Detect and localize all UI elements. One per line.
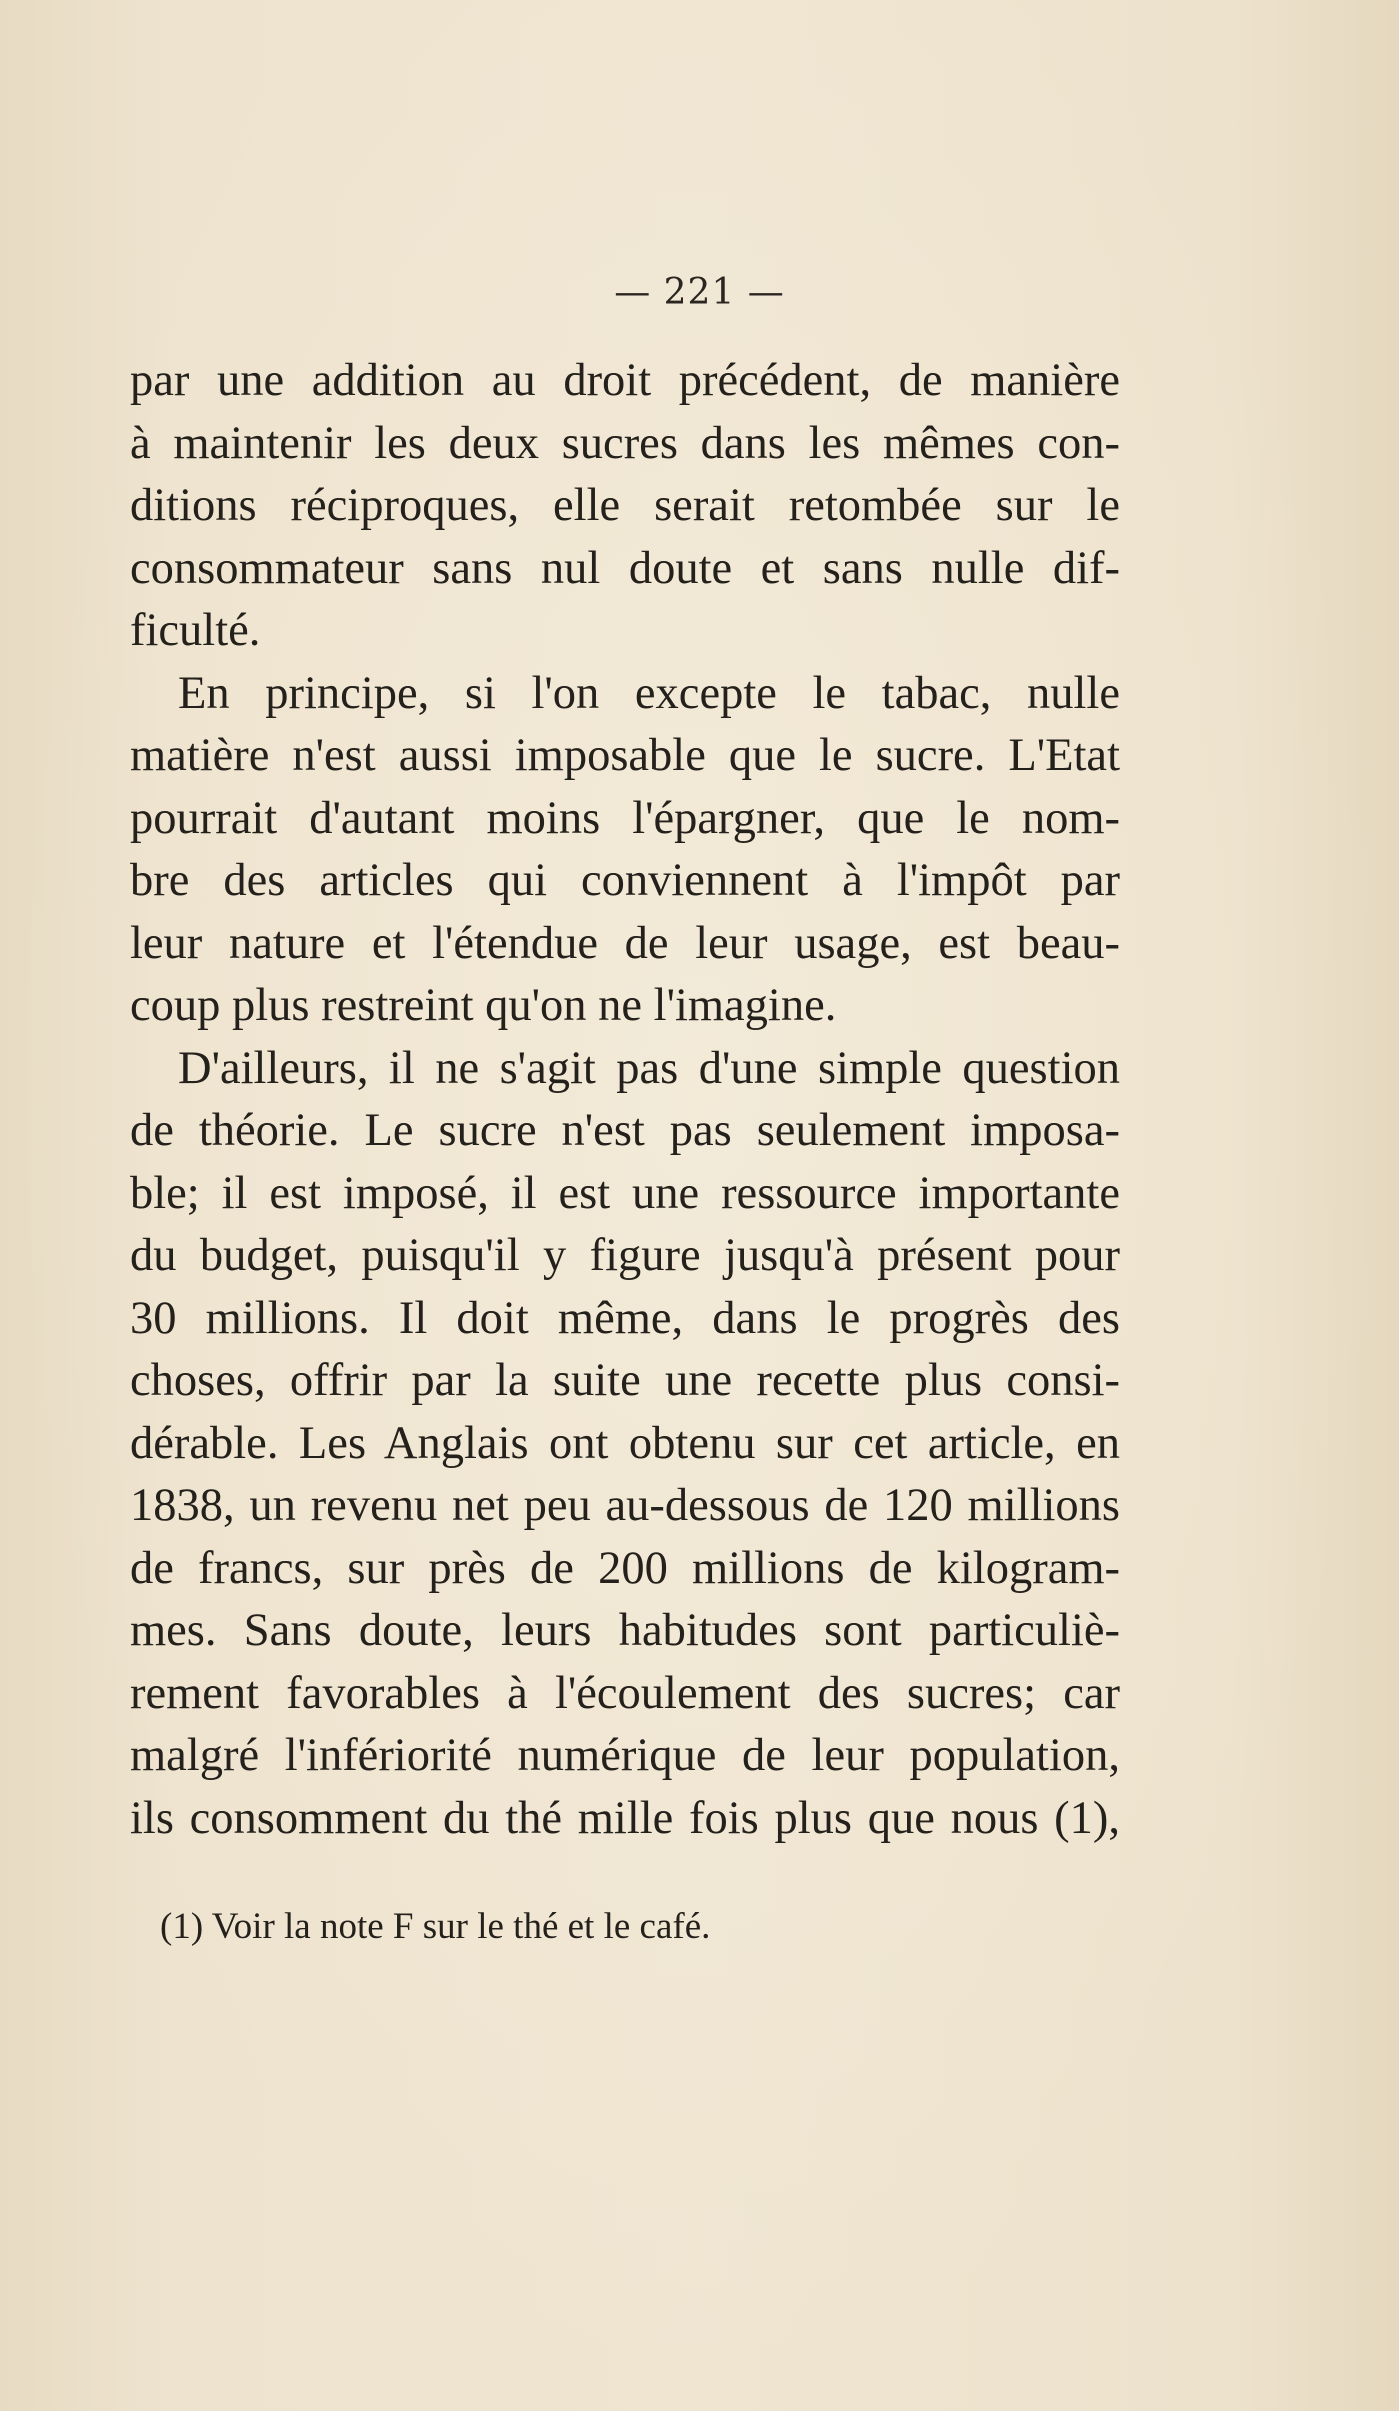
text-line: choses, offrir par la suite une recette plus consi- — [130, 1355, 1120, 1406]
page-number: — 221 — — [614, 272, 785, 313]
text-line: matière n'est aussi imposable que le sucre. L'Etat — [130, 730, 1120, 781]
text-line: par une addition au droit précédent, de manière — [130, 355, 1120, 406]
text-line: à maintenir les deux sucres dans les mêmes con- — [130, 417, 1120, 469]
text-line: bre des articles qui conviennent à l'impôt par — [130, 855, 1120, 906]
footnote: (1) Voir la note F sur le thé et le café. — [160, 1906, 711, 1947]
main-text — [130, 350, 1120, 1850]
text-line: 1838, un revenu net peu au-dessous de 120 millions — [130, 1480, 1120, 1531]
text-line: de francs, sur près de 200 millions de kilogram- — [130, 1542, 1120, 1594]
text-line: mes. Sans doute, leurs habitudes sont particuliè- — [130, 1605, 1120, 1656]
text-line: rement favorables à l'écoulement des sucres; car — [130, 1667, 1120, 1719]
text-line: ficulté. — [130, 605, 261, 656]
text-line: de théorie. Le sucre n'est pas seulement imposa- — [130, 1105, 1120, 1156]
text-line: ble; il est imposé, il est une ressource importante — [130, 1167, 1120, 1219]
text-line: du budget, puisqu'il y figure jusqu'à présent pour — [130, 1230, 1120, 1281]
text-line: pourrait d'autant moins l'épargner, que le nom- — [130, 792, 1120, 844]
text-line: dérable. Les Anglais ont obtenu sur cet article, en — [130, 1417, 1120, 1469]
text-line: coup plus restreint qu'on ne l'imagine. — [130, 980, 837, 1031]
text-line: 30 millions. Il doit même, dans le progrès des — [130, 1292, 1120, 1344]
text-line: consommateur sans nul doute et sans nulle dif- — [130, 542, 1120, 594]
text-line: D'ailleurs, il ne s'agit pas d'une simple question — [178, 1042, 1120, 1094]
text-line: ditions réciproques, elle serait retombée sur le — [130, 480, 1120, 531]
text-line: En principe, si l'on excepte le tabac, nulle — [178, 667, 1120, 719]
text-line: malgré l'infériorité numérique de leur population, — [130, 1730, 1120, 1781]
text-line: ils consomment du thé mille fois plus que nous (1), — [130, 1792, 1120, 1844]
text-line: leur nature et l'étendue de leur usage, est beau- — [130, 917, 1120, 969]
